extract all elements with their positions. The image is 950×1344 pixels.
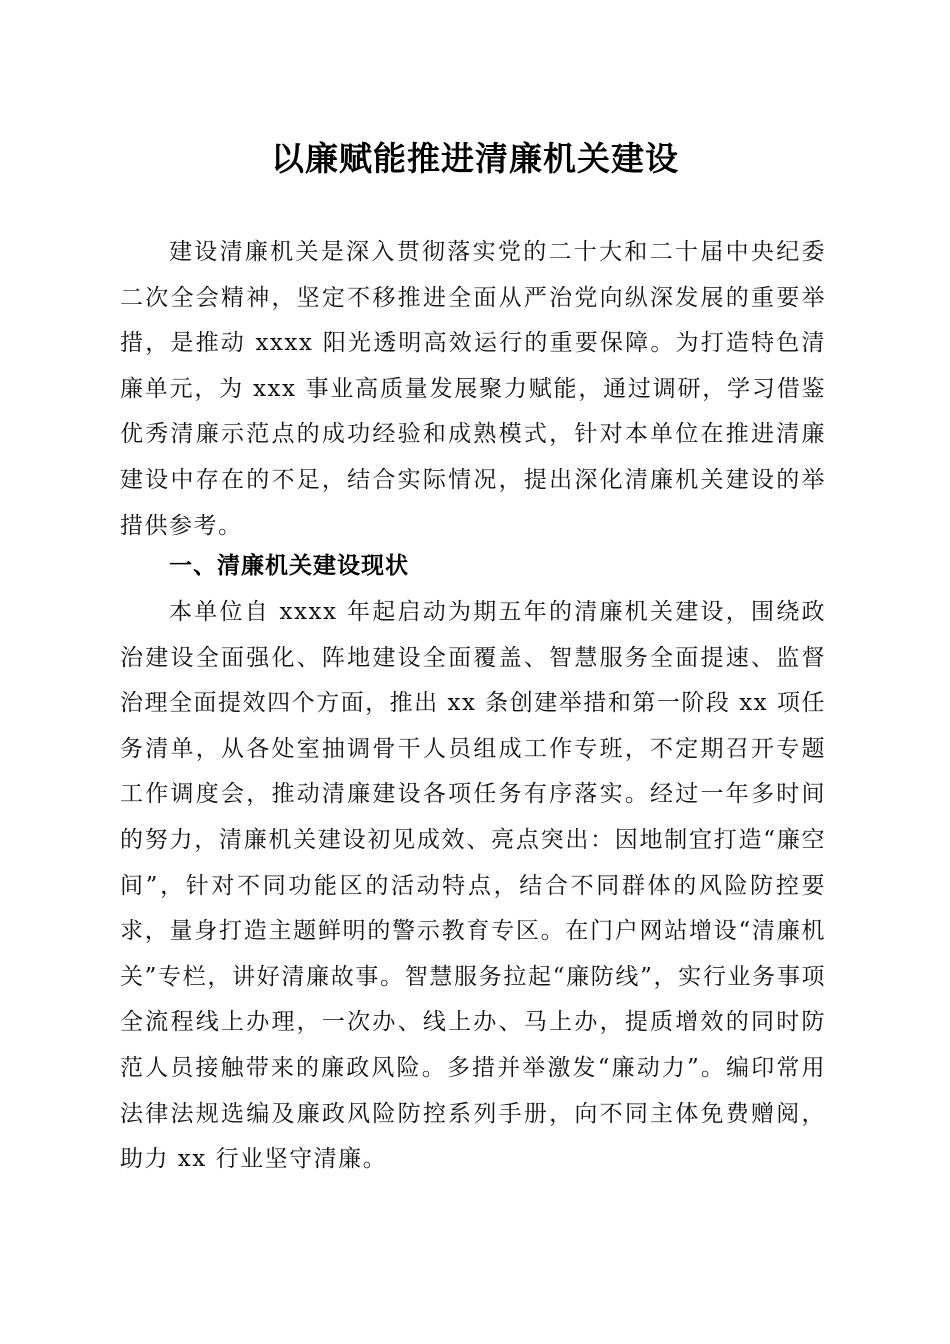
intro-paragraph: 建设清廉机关是深入贯彻落实党的二十大和二十届中央纪委二次全会精神，坚定不移推进全面从严治党向纵深发展的重要举措，是推动 xxxx 阳光透明高效运行的重要保障。为打造特色清廉单元，为 xxx 事业高质量发展聚力赋能，通过调研，学习借鉴优秀清廉示范点的成功经验和成熟模式，针对本单位在推进清廉建设中存在的不足，结合实际情况，提出深化清廉机关建设的举措供参考。: [120, 239, 826, 539]
document-title: 以廉赋能推进清廉机关建设: [271, 139, 679, 178]
status-paragraph: 本单位自 xxxx 年起启动为期五年的清廉机关建设，围绕政治建设全面强化、阵地建设全面覆盖、智慧服务全面提速、监督治理全面提效四个方面，推出 xx 条创建举措和第一阶段 xx 项任务清单，从各处室抽调骨干人员组成工作专班，不定期召开专题工作调度会，推动清廉建设各项任务有序落实。经过一年多时间的努力，清廉机关建设初见成效、亮点突出：因地制宜打造“廉空间”，针对不同功能区的活动特点，结合不同群体的风险防控要求，量身打造主题鲜明的警示教育专区。在门户网站增设“清廉机关”专栏，讲好清廉故事。智慧服务拉起“廉防线”，实行业务事项全流程线上办理，一次办、线上办、马上办，提质增效的同时防范人员接触带来的廉政风险。多措并举激发“廉动力”。编印常用法律法规选编及廉政风险防控系列手册，向不同主体免费赠阅，助力 xx 行业坚守清廉。: [120, 599, 826, 1173]
section-heading-status: 一、清廉机关建设现状: [169, 553, 409, 579]
